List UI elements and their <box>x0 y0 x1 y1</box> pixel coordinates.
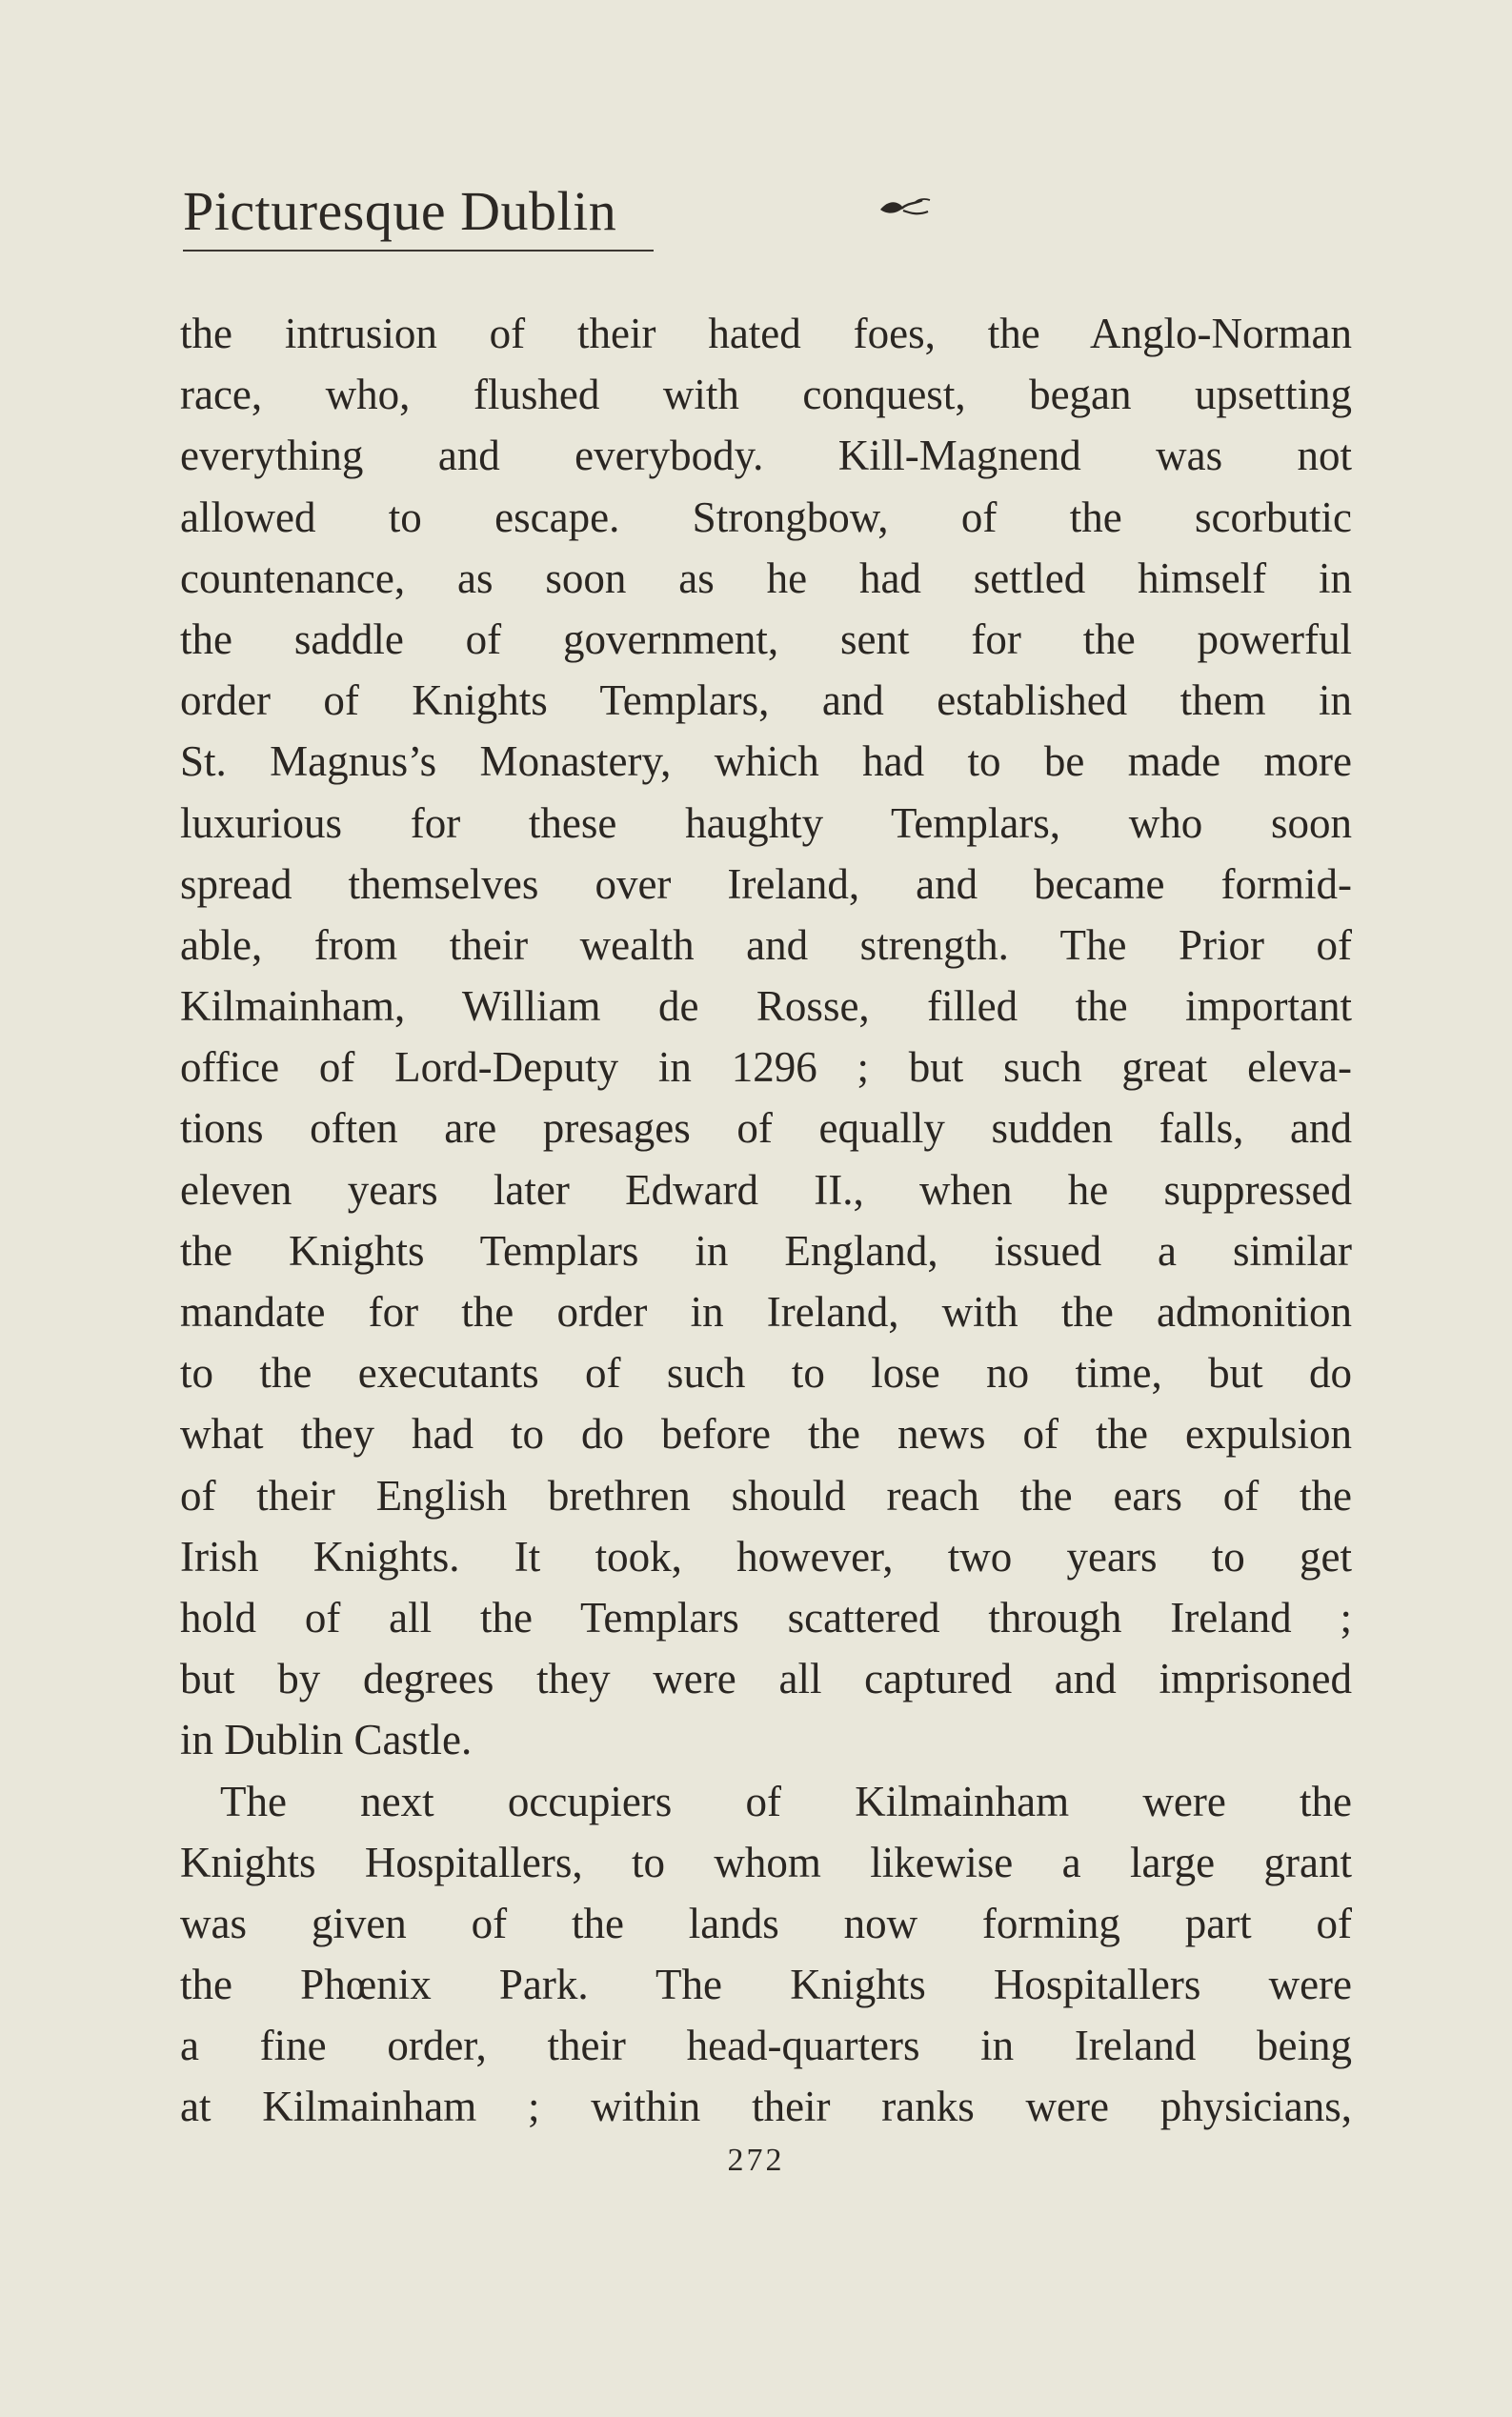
text-line: St. Magnus’s Monastery, which had to be made more <box>180 737 1352 786</box>
text-line: the intrusion of their hated foes, the Anglo-Norman <box>180 310 1352 357</box>
body-text <box>180 303 1352 2138</box>
paragraph-1 <box>180 303 1352 1771</box>
running-head <box>183 173 1345 250</box>
text-line: hold of all the Templars scattered through Ireland ; <box>180 1593 1352 1642</box>
text-line: The next occupiers of Kilmainham were the <box>220 1777 1352 1825</box>
text-line: the Phœnix Park. The Knights Hospitallers were <box>180 1961 1352 2009</box>
text-line: countenance, as soon as he had settled himself in <box>180 554 1352 602</box>
text-line: at Kilmainham ; within their ranks were physicians, <box>180 2083 1352 2131</box>
text-line: Irish Knights. It took, however, two years to get <box>180 1532 1352 1581</box>
text-line: luxurious for these haughty Templars, who soon <box>180 798 1352 847</box>
page-number: 272 <box>727 2143 785 2178</box>
text-line: in Dublin Castle. <box>180 1716 473 1764</box>
text-line: what they had to do before the news of the expulsion <box>180 1410 1352 1459</box>
text-line: mandate for the order in Ireland, with the admonition <box>180 1288 1352 1336</box>
text-line: tions often are presages of equally sudden falls, and <box>180 1104 1352 1153</box>
text-line: the saddle of government, sent for the powerful <box>180 614 1352 663</box>
header-rule <box>183 250 654 252</box>
text-line: allowed to escape. Strongbow, of the scorbutic <box>180 493 1352 541</box>
text-line: but by degrees they were all captured and imprisoned <box>180 1655 1352 1703</box>
text-line: of their English brethren should reach the ears of the <box>180 1471 1352 1520</box>
text-line: Knights Hospitallers, to whom likewise a large grant <box>180 1838 1352 1886</box>
text-line: was given of the lands now forming part of <box>180 1899 1352 1947</box>
text-line: to the executants of such to lose no time, but do <box>180 1349 1352 1398</box>
running-title: Picturesque Dublin <box>183 180 617 242</box>
text-line: race, who, flushed with conquest, began upsetting <box>180 371 1352 419</box>
text-line: everything and everybody. Kill-Magnend was not <box>180 432 1352 480</box>
text-line: office of Lord-Deputy in 1296 ; but such great eleva- <box>180 1043 1352 1092</box>
text-line: order of Knights Templars, and established them in <box>180 676 1352 725</box>
text-line: eleven years later Edward II., when he suppressed <box>180 1165 1352 1214</box>
text-line: able, from their wealth and strength. The Prior of <box>180 920 1352 969</box>
text-line: the Knights Templars in England, issued a similar <box>180 1226 1352 1275</box>
text-line: spread themselves over Ireland, and became formid- <box>180 859 1352 908</box>
leaf-ornament-icon <box>878 194 932 223</box>
text-line: Kilmainham, William de Rosse, filled the important <box>180 982 1352 1031</box>
text-line: a fine order, their head-quarters in Ireland being <box>180 2022 1352 2070</box>
paragraph-2 <box>180 1771 1352 2138</box>
